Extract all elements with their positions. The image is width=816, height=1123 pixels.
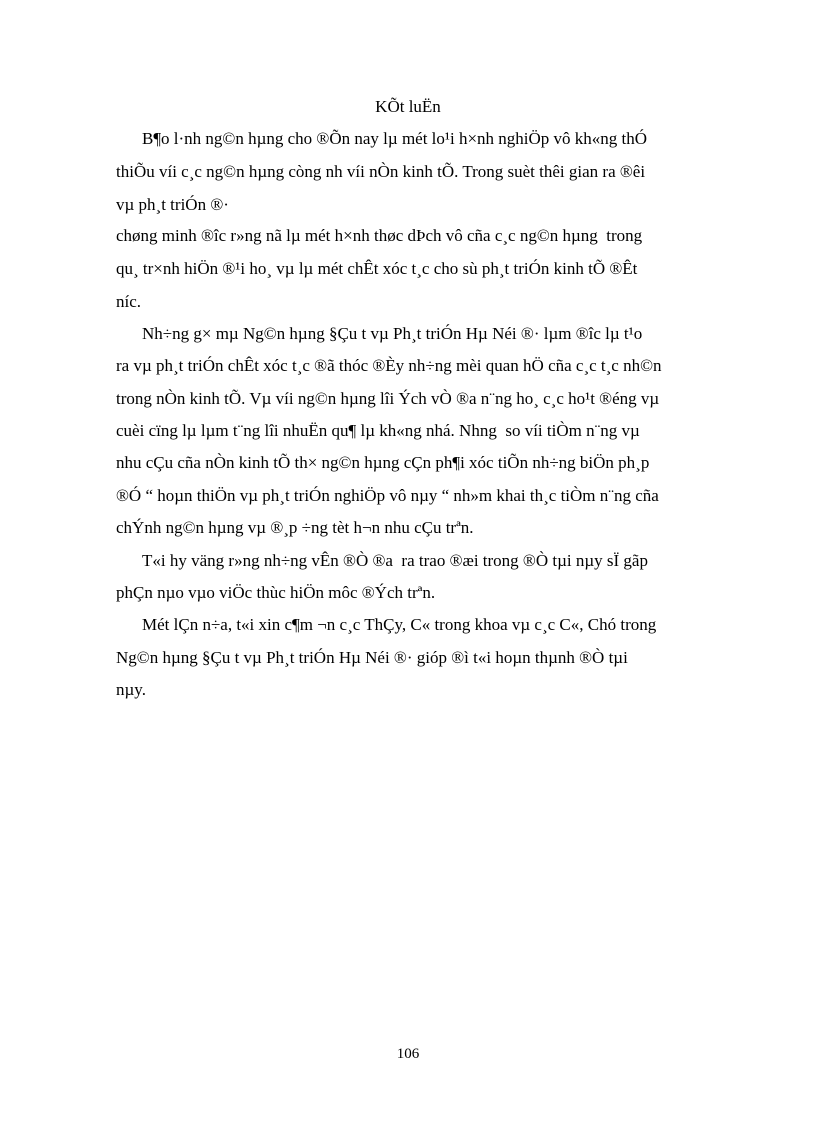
paragraph-line: chÝnh ng©n hµng vµ ®¸p ÷ng tèt h¬n nhu cÇu trªn. bbox=[116, 518, 474, 537]
paragraph-line: níc. bbox=[116, 292, 142, 311]
page-title: KÕt luËn bbox=[375, 97, 441, 116]
paragraph-line: ®Ó “ hoµn thiÖn vµ ph¸t triÓn nghiÖp vô nµy “ nh»m khai th¸c tiÒm n¨ng cña bbox=[116, 486, 659, 505]
paragraph-line: Mét lÇn n÷a, t«i xin c¶m ¬n c¸c ThÇy, C« trong khoa vµ c¸c C«, Chó trong bbox=[142, 615, 657, 634]
paragraph-line: Ng©n hµng §Çu t vµ Ph¸t triÓn Hµ Néi ®· gióp ®ì t«i hoµn thµnh ®Ò tµi bbox=[116, 648, 628, 667]
page-number: 106 bbox=[396, 1046, 420, 1062]
paragraph-line: ra vµ ph¸t triÓn chÊt xóc t¸c ®ã thóc ®Èy nh÷ng mèi quan hÖ cña c¸c t¸c nh©n bbox=[116, 356, 662, 375]
paragraph-line: phÇn nµo vµo viÖc thùc hiÖn môc ®Ých trªn. bbox=[116, 583, 436, 602]
paragraph-line: chøng minh ®îc r»ng nã lµ mét h×nh thøc dÞch vô cña c¸c ng©n hµng trong bbox=[116, 226, 643, 245]
paragraph-line: qu¸ tr×nh hiÖn ®¹i ho¸ vµ lµ mét chÊt xóc t¸c cho sù ph¸t triÓn kinh tÕ ®Êt bbox=[116, 259, 638, 278]
paragraph-line: nµy. bbox=[116, 680, 146, 699]
paragraph-line: nhu cÇu cña nÒn kinh tÕ th× ng©n hµng cÇn ph¶i xóc tiÕn nh÷ng biÖn ph¸p bbox=[116, 453, 650, 472]
paragraph-line: B¶o l·nh ng©n hµng cho ®Õn nay lµ mét lo¹i h×nh nghiÖp vô kh«ng thÓ bbox=[142, 129, 648, 148]
paragraph-line: Nh÷ng g× mµ Ng©n hµng §Çu t vµ Ph¸t triÓn Hµ Néi ®· lµm ®îc lµ t¹o bbox=[142, 324, 643, 343]
paragraph-line: cuèi cïng lµ lµm t¨ng lîi nhuËn qu¶ lµ kh«ng nhá. Nhng so víi tiÒm n¨ng vµ bbox=[116, 421, 640, 440]
paragraph-line: T«i hy väng r»ng nh÷ng vÊn ®Ò ®a ra trao ®æi trong ®Ò tµi nµy sÏ gãp bbox=[142, 551, 648, 570]
paragraph-line: vµ ph¸t triÓn ®· bbox=[116, 195, 229, 214]
paragraph-line: trong nÒn kinh tÕ. Vµ víi ng©n hµng lîi Ých vÒ ®a n¨ng ho¸ c¸c ho¹t ®éng vµ bbox=[116, 389, 660, 408]
paragraph-line: thiÕu víi c¸c ng©n hµng còng nh víi nÒn kinh tÕ. Trong suèt thêi gian ra ®êi bbox=[116, 162, 646, 181]
